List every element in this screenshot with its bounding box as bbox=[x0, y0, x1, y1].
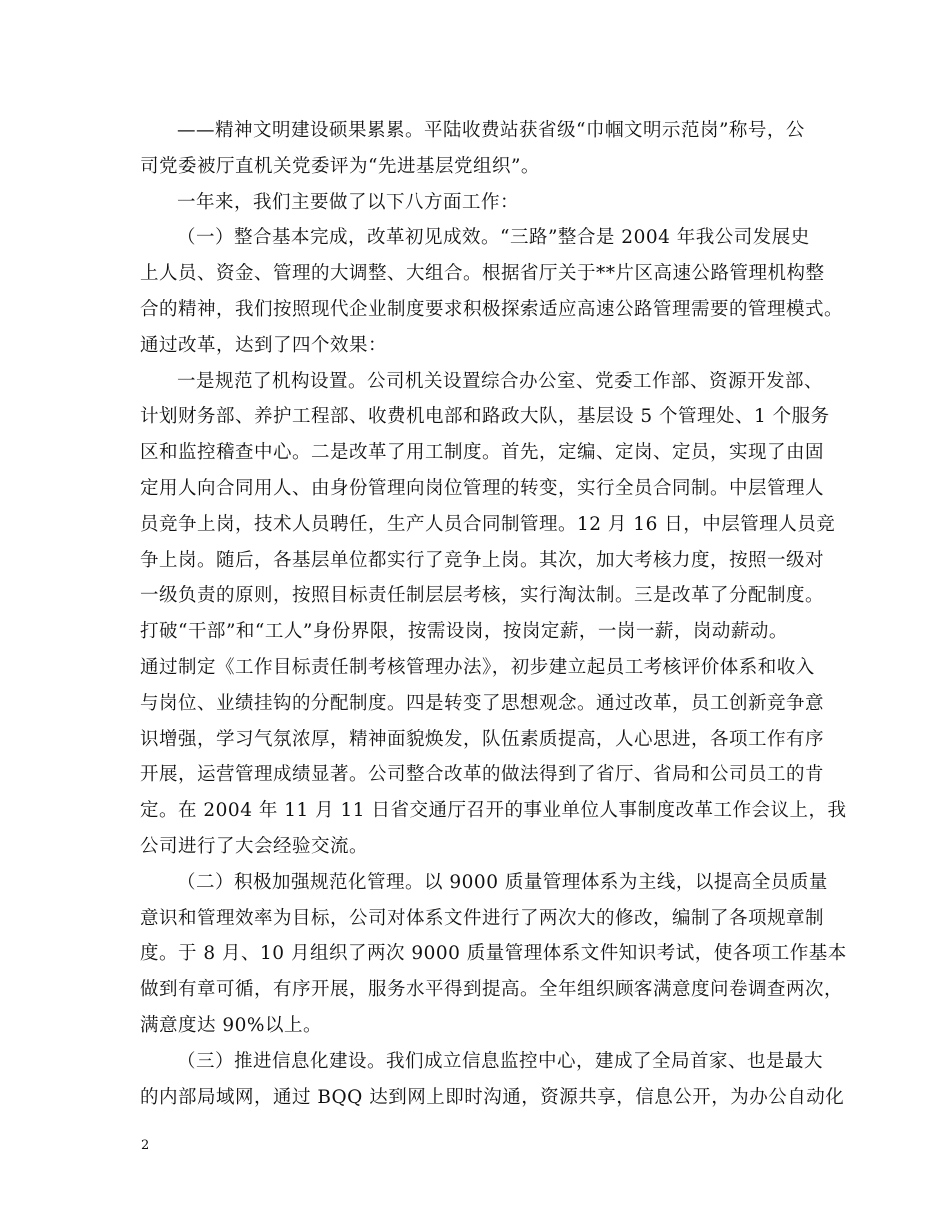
text-line: ——精神文明建设硕果累累。平陆收费站获省级“巾帼文明示范岗”称号，公 bbox=[177, 120, 805, 141]
text-line: 一是规范了机构设置。公司机关设置综合办公室、党委工作部、资源开发部、 bbox=[177, 370, 824, 392]
text-line: 争上岗。随后，各基层单位都实行了竞争上岗。其次，加大考核力度，按照一级对 bbox=[140, 549, 825, 571]
text-line: 区和监控稽查中心。二是改革了用工制度。首先，定编、定岗、定员，实现了由固 bbox=[140, 442, 825, 464]
text-line: 满意度达 90%以上。 bbox=[140, 1014, 323, 1036]
text-line: 通过制定《工作目标责任制考核管理办法》，初步建立起员工考核评价体系和收入 bbox=[140, 656, 815, 678]
text-line: 定。在 2004 年 11 月 11 日省交通厅召开的事业单位人事制度改革工作会议上，我 bbox=[140, 800, 847, 822]
text-line: 度。于 8 月、10 月组织了两次 9000 质量管理体系文件知识考试，使各项工作基本 bbox=[140, 943, 847, 965]
text-line: （三）推进信息化建设。我们成立信息监控中心，建成了全局首家、也是最大 bbox=[177, 1050, 824, 1072]
text-line: 打破“干部”和“工人”身份界限，按需设岗，按岗定薪，一岗一薪，岗动薪动。 bbox=[140, 621, 788, 643]
text-line: 一级负责的原则，按照目标责任制层层考核，实行淘汰制。三是改革了分配制度。 bbox=[140, 585, 825, 607]
text-line: 定用人向合同用人、由身份管理向岗位管理的转变，实行全员合同制。中层管理人 bbox=[140, 477, 825, 499]
text-line: 意识和管理效率为目标，公司对体系文件进行了两次大的修改，编制了各项规章制 bbox=[140, 907, 825, 929]
text-line: 员竞争上岗，技术人员聘任，生产人员合同制管理。12 月 16 日，中层管理人员竞 bbox=[140, 513, 836, 535]
text-line: 做到有章可循，有序开展，服务水平得到提高。全年组织顾客满意度问卷调查两次， bbox=[140, 979, 844, 1001]
text-line: 的内部局域网，通过 BQQ 达到网上即时沟通，资源共享，信息公开，为办公自动化 bbox=[140, 1086, 845, 1108]
text-line: 公司进行了大会经验交流。 bbox=[140, 835, 369, 857]
page-number: 2 bbox=[141, 1138, 150, 1153]
text-line: 上人员、资金、管理的大调整、大组合。根据省厅关于**片区高速公路管理机构整 bbox=[140, 263, 825, 285]
text-line: （二）积极加强规范化管理。以 9000 质量管理体系为主线，以提高全员质量 bbox=[177, 871, 828, 893]
text-line: （一）整合基本完成，改革初见成效。“三路”整合是 2004 年我公司发展史 bbox=[177, 227, 810, 249]
text-line: 一年来，我们主要做了以下八方面工作： bbox=[177, 191, 520, 213]
text-line: 司党委被厅直机关党委评为“先进基层党组织”。 bbox=[140, 155, 540, 177]
text-line: 合的精神，我们按照现代企业制度要求积极探索适应高速公路管理需要的管理模式。 bbox=[140, 298, 844, 320]
text-line: 通过改革，达到了四个效果： bbox=[140, 334, 388, 356]
text-line: 与岗位、业绩挂钩的分配制度。四是转变了思想观念。通过改革，员工创新竞争意 bbox=[140, 692, 825, 714]
text-line: 识增强，学习气氛浓厚，精神面貌焕发，队伍素质提高，人心思进，各项工作有序 bbox=[140, 728, 825, 750]
text-line: 计划财务部、养护工程部、收费机电部和路政大队，基层设 5 个管理处、1 个服务 bbox=[140, 406, 830, 428]
document-body bbox=[140, 113, 847, 1115]
text-line: 开展，运营管理成绩显著。公司整合改革的做法得到了省厅、省局和公司员工的肯 bbox=[140, 764, 825, 786]
